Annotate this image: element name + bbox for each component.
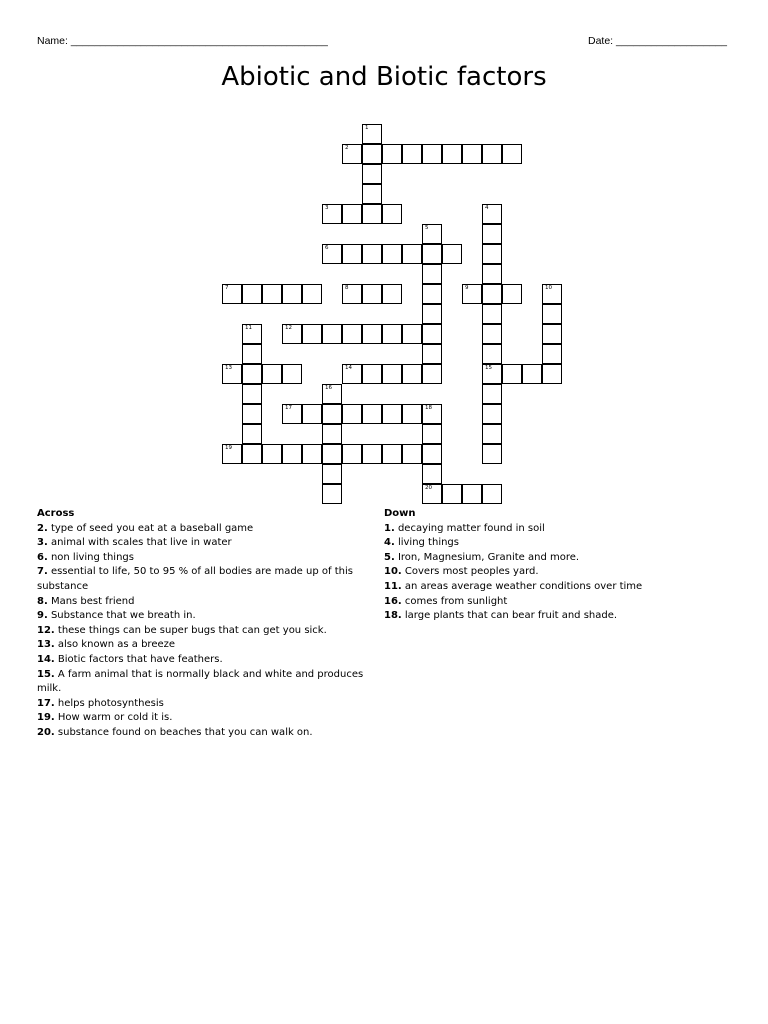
cell-number: 9 (465, 285, 469, 291)
crossword-cell[interactable] (342, 144, 362, 164)
crossword-cell[interactable] (362, 444, 382, 464)
crossword-cell[interactable] (422, 404, 442, 424)
clue-text: animal with scales that live in water (47, 537, 232, 549)
clue-item (37, 624, 387, 639)
crossword-cell[interactable] (342, 324, 362, 344)
crossword-cell[interactable] (482, 304, 502, 324)
clue-number: 6. (37, 551, 48, 563)
clue-number: 16. (384, 595, 402, 607)
crossword-cell[interactable] (362, 404, 382, 424)
crossword-cell[interactable] (342, 404, 362, 424)
cell-number: 11 (245, 325, 252, 331)
crossword-cell[interactable] (482, 144, 502, 164)
clue-text: comes from sunlight (401, 595, 508, 607)
crossword-cell[interactable] (442, 484, 462, 504)
clue-number: 17. (37, 697, 55, 709)
crossword-cell[interactable] (242, 284, 262, 304)
clue-text: How warm or cold it is. (54, 712, 173, 724)
clue-text: non living things (47, 551, 134, 563)
crossword-cell[interactable] (542, 304, 562, 324)
crossword-cell[interactable] (242, 364, 262, 384)
crossword-cell[interactable] (382, 444, 402, 464)
crossword-cell[interactable] (362, 124, 382, 144)
crossword-cell[interactable] (242, 324, 262, 344)
crossword-cell[interactable] (402, 364, 422, 384)
crossword-cell[interactable] (482, 244, 502, 264)
clue-item (37, 638, 387, 653)
clue-number: 5. (384, 551, 395, 563)
crossword-cell[interactable] (242, 424, 262, 444)
down-clues (384, 507, 724, 624)
clue-item (37, 551, 387, 566)
cell-number: 16 (325, 385, 332, 391)
crossword-cell[interactable] (342, 444, 362, 464)
cell-number: 12 (285, 325, 292, 331)
crossword-cell[interactable] (422, 304, 442, 324)
crossword-cell[interactable] (482, 284, 502, 304)
crossword-cell[interactable] (422, 224, 442, 244)
crossword-cell[interactable] (382, 404, 402, 424)
clue-item (37, 536, 387, 551)
crossword-cell[interactable] (222, 284, 242, 304)
crossword-cell[interactable] (362, 164, 382, 184)
crossword-cell[interactable] (482, 424, 502, 444)
clue-text: Biotic factors that have feathers. (54, 653, 223, 665)
clue-item (37, 726, 387, 741)
clue-item (37, 668, 387, 697)
clue-item (37, 609, 387, 624)
crossword-cell[interactable] (422, 284, 442, 304)
clue-text: an areas average weather conditions over time (401, 580, 643, 592)
crossword-cell[interactable] (382, 244, 402, 264)
crossword-cell[interactable] (322, 444, 342, 464)
crossword-cell[interactable] (422, 444, 442, 464)
crossword-cell[interactable] (402, 144, 422, 164)
crossword-cell[interactable] (342, 204, 362, 224)
clue-number: 15. (37, 668, 55, 680)
cell-number: 8 (345, 285, 349, 291)
across-clue-list (37, 522, 387, 741)
clue-number: 14. (37, 653, 55, 665)
clue-text: these things can be super bugs that can get you sick. (54, 624, 327, 636)
clue-text: A farm animal that is normally black and white and produces milk. (37, 668, 364, 695)
crossword-cell[interactable] (422, 324, 442, 344)
clue-text: substance found on beaches that you can walk on. (54, 726, 313, 738)
crossword-cell[interactable] (482, 204, 502, 224)
crossword-cell[interactable] (482, 224, 502, 244)
clue-number: 4. (384, 537, 395, 549)
cell-number: 18 (425, 405, 432, 411)
clue-item (37, 522, 387, 537)
cell-number: 15 (485, 365, 492, 371)
crossword-cell[interactable] (422, 424, 442, 444)
crossword-cell[interactable] (542, 284, 562, 304)
crossword-cell[interactable] (362, 144, 382, 164)
clue-text: living things (394, 537, 459, 549)
clue-text: Iron, Magnesium, Granite and more. (394, 551, 580, 563)
clue-item (384, 580, 724, 595)
clue-item (37, 565, 387, 594)
clue-text: helps photosynthesis (54, 697, 164, 709)
clue-item (37, 653, 387, 668)
clue-text: large plants that can bear fruit and shade. (401, 610, 618, 622)
crossword-cell[interactable] (242, 384, 262, 404)
crossword-cell[interactable] (502, 284, 522, 304)
crossword-cell[interactable] (222, 444, 242, 464)
clue-number: 12. (37, 624, 55, 636)
date-field-label[interactable]: Date: ___________________ (588, 35, 727, 47)
crossword-cell[interactable] (482, 444, 502, 464)
crossword-cell[interactable] (262, 284, 282, 304)
crossword-cell[interactable] (322, 424, 342, 444)
crossword-cell[interactable] (482, 484, 502, 504)
crossword-cell[interactable] (322, 244, 342, 264)
cell-number: 10 (545, 285, 552, 291)
clue-text: Covers most peoples yard. (401, 566, 539, 578)
crossword-cell[interactable] (322, 404, 342, 424)
page-title: Abiotic and Biotic factors (221, 62, 547, 92)
cell-number: 17 (285, 405, 292, 411)
crossword-cell[interactable] (342, 244, 362, 264)
clue-number: 1. (384, 522, 395, 534)
clue-item (384, 565, 724, 580)
crossword-cell[interactable] (462, 484, 482, 504)
crossword-cell[interactable] (462, 284, 482, 304)
crossword-cell[interactable] (422, 264, 442, 284)
crossword-cell[interactable] (382, 324, 402, 344)
clue-number: 3. (37, 537, 48, 549)
crossword-cell[interactable] (422, 464, 442, 484)
crossword-cell[interactable] (322, 204, 342, 224)
crossword-cell[interactable] (362, 184, 382, 204)
crossword-cell[interactable] (422, 244, 442, 264)
crossword-cell[interactable] (342, 364, 362, 384)
cell-number: 3 (325, 205, 329, 211)
crossword-cell[interactable] (482, 384, 502, 404)
crossword-cell[interactable] (482, 324, 502, 344)
crossword-cell[interactable] (382, 204, 402, 224)
crossword-cell[interactable] (422, 344, 442, 364)
crossword-cell[interactable] (482, 264, 502, 284)
cell-number: 6 (325, 245, 329, 251)
clue-item (384, 551, 724, 566)
crossword-cell[interactable] (502, 144, 522, 164)
crossword-cell[interactable] (282, 364, 302, 384)
crossword-cell[interactable] (282, 404, 302, 424)
clue-number: 18. (384, 610, 402, 622)
crossword-cell[interactable] (322, 484, 342, 504)
clue-number: 11. (384, 580, 402, 592)
crossword-cell[interactable] (322, 384, 342, 404)
clue-number: 13. (37, 639, 55, 651)
cell-number: 14 (345, 365, 352, 371)
crossword-cell[interactable] (382, 364, 402, 384)
crossword-cell[interactable] (362, 244, 382, 264)
cell-number: 4 (485, 205, 489, 211)
cell-number: 1 (365, 125, 369, 131)
crossword-cell[interactable] (362, 324, 382, 344)
clue-number: 2. (37, 522, 48, 534)
crossword-cell[interactable] (302, 324, 322, 344)
down-heading: Down (384, 508, 416, 519)
crossword-cell[interactable] (522, 364, 542, 384)
clue-text: also known as a breeze (54, 639, 176, 651)
crossword-cell[interactable] (262, 444, 282, 464)
crossword-cell[interactable] (322, 464, 342, 484)
down-clue-list (384, 522, 724, 624)
crossword-cell[interactable] (482, 344, 502, 364)
crossword-cell[interactable] (362, 204, 382, 224)
crossword-cell[interactable] (442, 144, 462, 164)
clue-text: essential to life, 50 to 95 % of all bodies are made up of this substance (37, 566, 353, 592)
crossword-cell[interactable] (422, 364, 442, 384)
crossword-cell[interactable] (342, 284, 362, 304)
across-heading: Across (37, 508, 75, 519)
crossword-cell[interactable] (382, 144, 402, 164)
clue-number: 20. (37, 726, 55, 738)
clue-number: 19. (37, 712, 55, 724)
crossword-cell[interactable] (542, 344, 562, 364)
crossword-cell[interactable] (542, 324, 562, 344)
clue-number: 10. (384, 566, 402, 578)
crossword-cell[interactable] (322, 324, 342, 344)
crossword-cell[interactable] (382, 284, 402, 304)
name-field-label[interactable]: Name: ____________________________________________ (37, 35, 328, 47)
crossword-cell[interactable] (422, 484, 442, 504)
crossword-cell[interactable] (402, 324, 422, 344)
crossword-cell[interactable] (402, 444, 422, 464)
crossword-cell[interactable] (482, 404, 502, 424)
clue-item (384, 595, 724, 610)
clue-number: 9. (37, 610, 48, 622)
crossword-cell[interactable] (302, 284, 322, 304)
cell-number: 13 (225, 365, 232, 371)
crossword-cell[interactable] (282, 324, 302, 344)
crossword-cell[interactable] (302, 444, 322, 464)
clue-text: Substance that we breath in. (47, 610, 196, 622)
clue-item (384, 522, 724, 537)
crossword-cell[interactable] (502, 364, 522, 384)
crossword-cell[interactable] (362, 284, 382, 304)
clue-item (384, 609, 724, 624)
crossword-cell[interactable] (242, 344, 262, 364)
crossword-cell[interactable] (542, 364, 562, 384)
crossword-cell[interactable] (422, 144, 442, 164)
clue-item (37, 711, 387, 726)
crossword-cell[interactable] (282, 284, 302, 304)
crossword-cell[interactable] (362, 364, 382, 384)
crossword-cell[interactable] (442, 244, 462, 264)
clue-item (37, 595, 387, 610)
clue-text: Mans best friend (47, 595, 135, 607)
clue-text: type of seed you eat at a baseball game (47, 522, 254, 534)
cell-number: 20 (425, 485, 432, 491)
crossword-cell[interactable] (282, 444, 302, 464)
cell-number: 2 (345, 145, 349, 151)
clue-item (384, 536, 724, 551)
crossword-cell[interactable] (262, 364, 282, 384)
clue-number: 7. (37, 566, 48, 578)
clue-item (37, 697, 387, 712)
cell-number: 19 (225, 445, 232, 451)
crossword-cell[interactable] (482, 364, 502, 384)
crossword-cell[interactable] (242, 404, 262, 424)
cell-number: 5 (425, 225, 429, 231)
across-clues (37, 507, 387, 741)
crossword-cell[interactable] (402, 244, 422, 264)
clue-text: decaying matter found in soil (394, 522, 545, 534)
crossword-cell[interactable] (302, 404, 322, 424)
clue-number: 8. (37, 595, 48, 607)
crossword-cell[interactable] (242, 444, 262, 464)
crossword-cell[interactable] (402, 404, 422, 424)
cell-number: 7 (225, 285, 229, 291)
crossword-cell[interactable] (222, 364, 242, 384)
crossword-cell[interactable] (462, 144, 482, 164)
